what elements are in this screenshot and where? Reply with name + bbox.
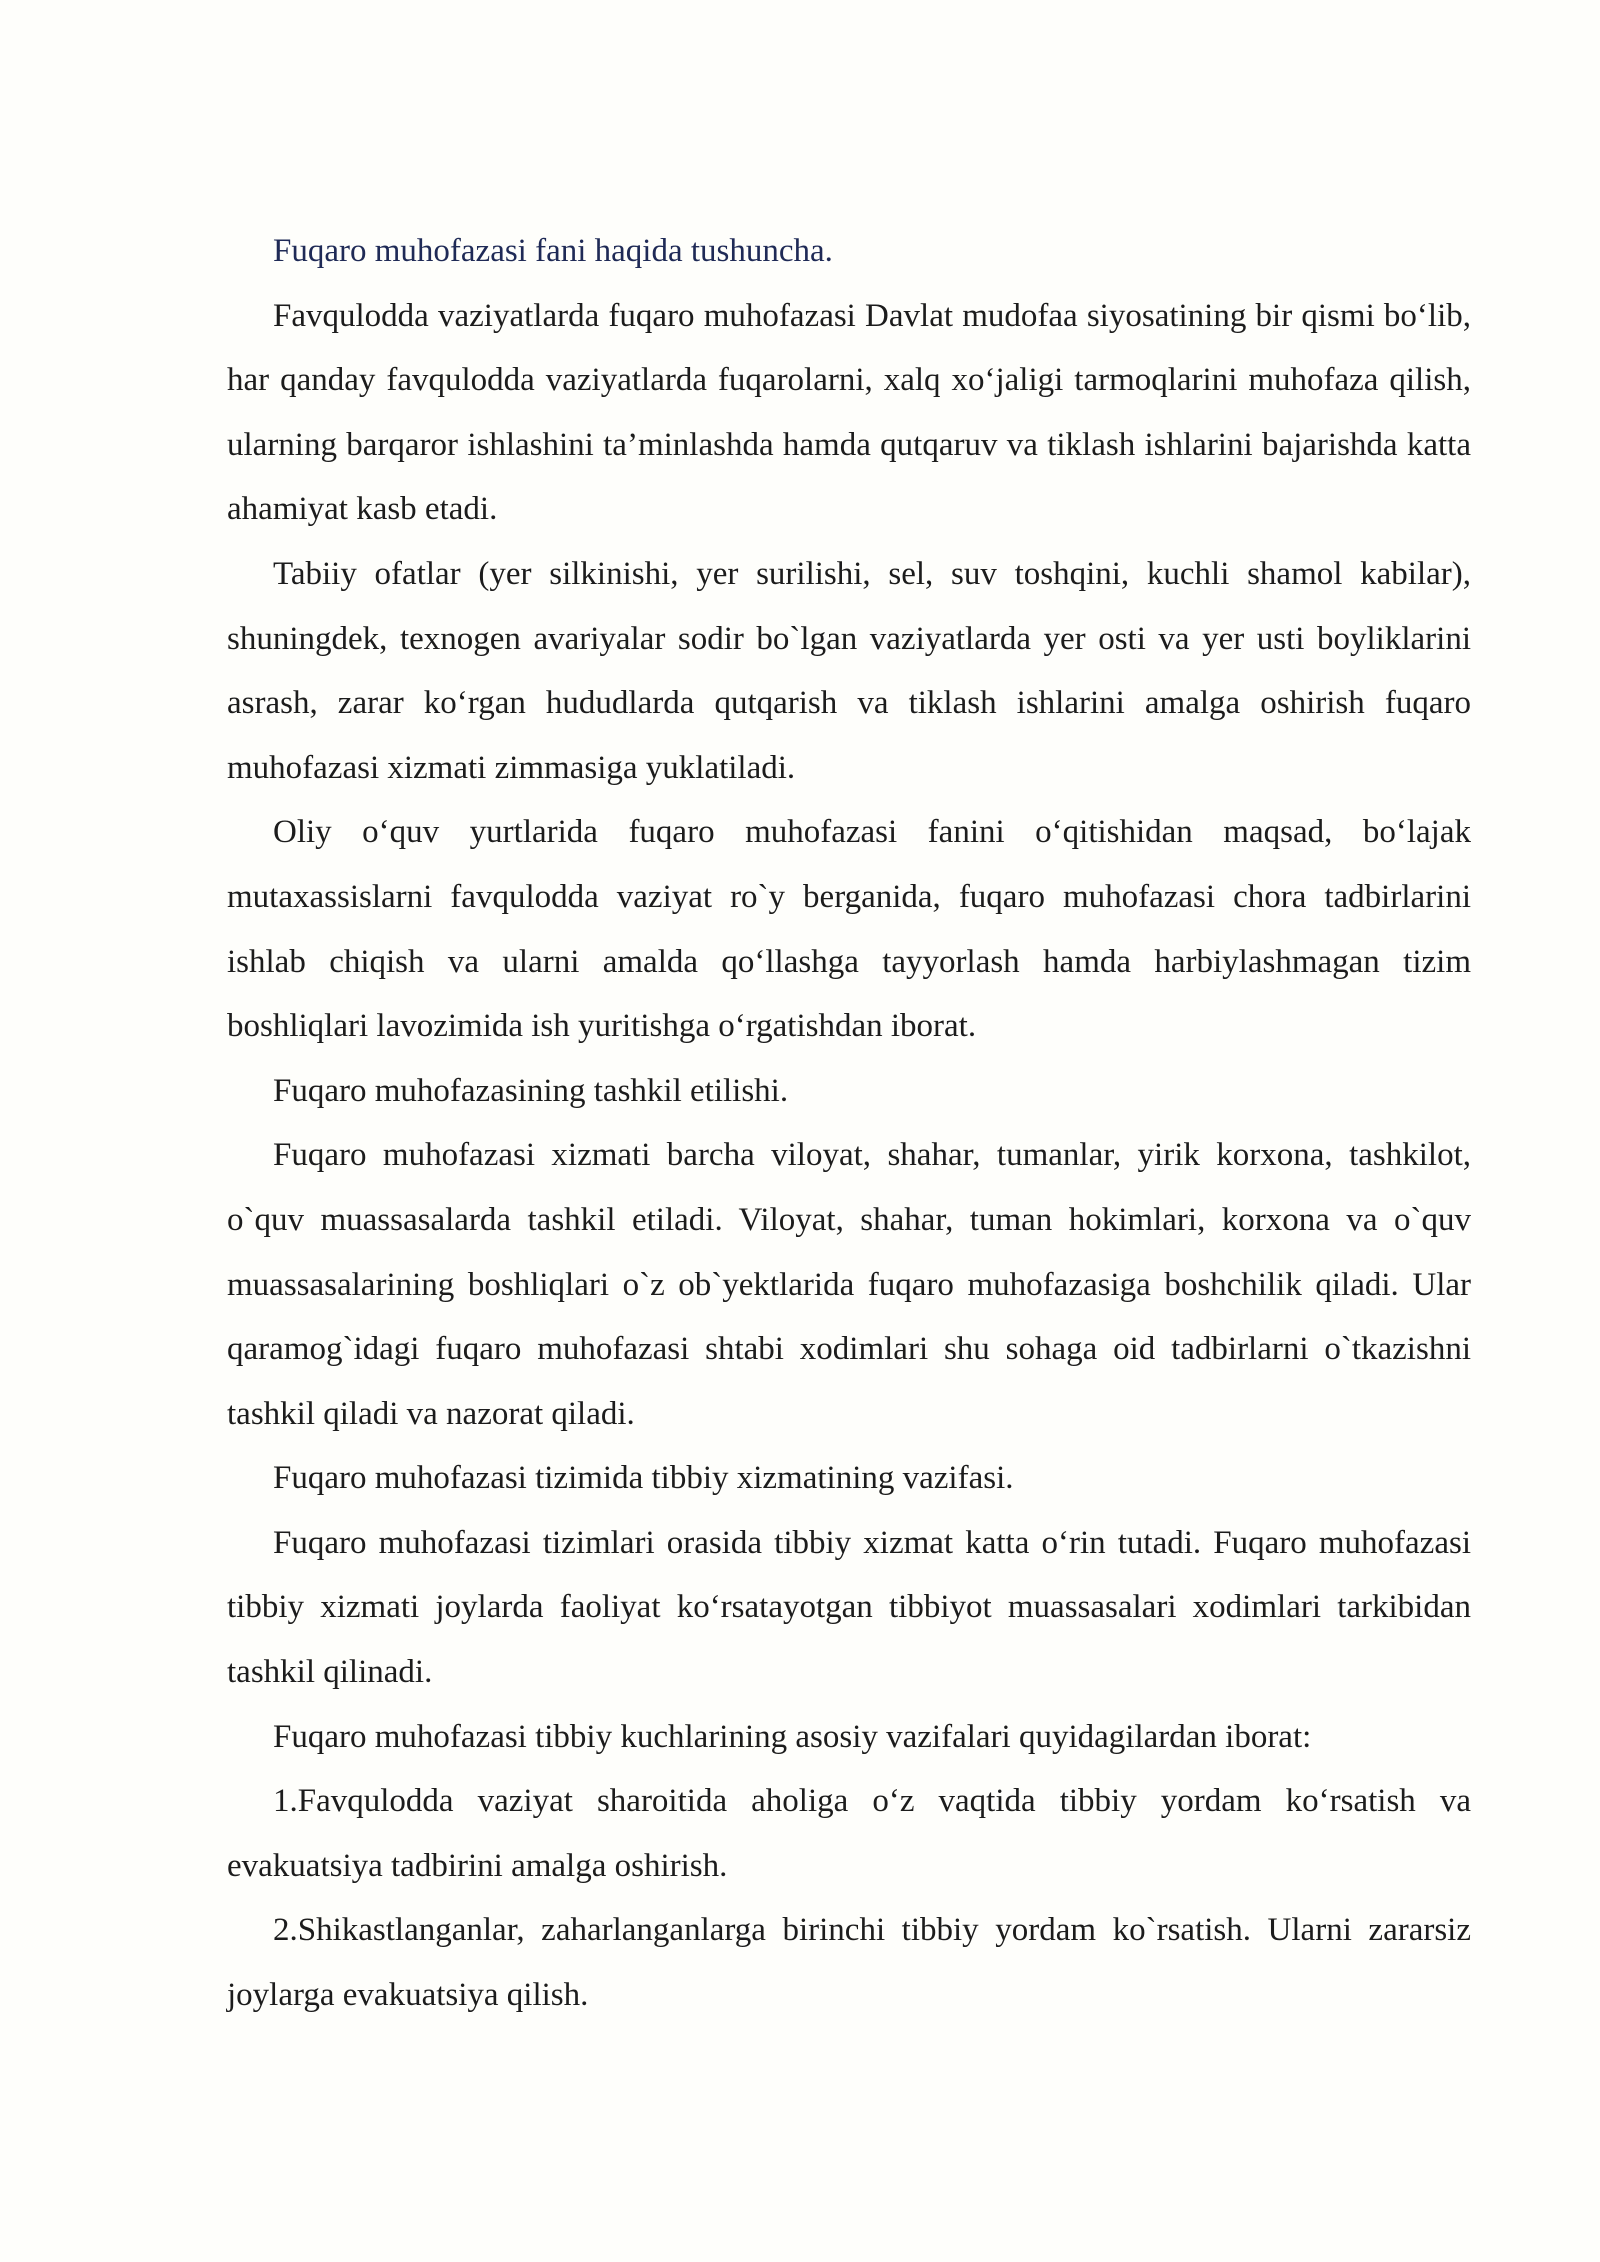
section-heading-organization: Fuqaro muhofazasining tashkil etilishi. [273, 1072, 789, 1109]
section-heading-medical-service: Fuqaro muhofazasi tizimida tibbiy xizmatining vazifasi. [273, 1460, 1014, 1497]
paragraph-main-tasks-intro: Fuqaro muhofazasi tibbiy kuchlarining asosiy vazifalari quyidagilardan iborat: [273, 1718, 1312, 1755]
list-item-2: 2.Shikastlanganlar, zaharlanganlarga birinchi tibbiy yordam ko`rsatish. Ularni zararsiz joylarga evakuatsiya qilish. [227, 1912, 1471, 2014]
list-item-1: 1.Favqulodda vaziyat sharoitida aholiga o‘z vaqtida tibbiy yordam ko‘rsatish va evakuatsiya tadbirini amalga oshirish. [227, 1783, 1471, 1884]
paragraph-organization: Fuqaro muhofazasi xizmati barcha viloyat, shahar, tumanlar, yirik korxona, tashkilot, o`quv muassasalarda tashkil etiladi. Viloyat, shahar, tuman hokimlari, korxona va o`quv muassasalarining boshliqlari o`z ob`yektlarida fuqaro muhofazasiga boshchilik qiladi. Ular qaramog`idagi fuqaro muhofazasi shtabi xodimlari shu sohaga oid tadbirlarni o`tkazishni tashkil qiladi va nazorat qiladi. [227, 1137, 1471, 1432]
paragraph-medical-service: Fuqaro muhofazasi tizimlari orasida tibbiy xizmat katta o‘rin tutadi. Fuqaro muhofazasi tibbiy xizmati joylarda faoliyat ko‘rsatayotgan tibbiyot muassasalari xodimlari tarkibidan tashkil qilinadi. [227, 1524, 1471, 1691]
paragraph-civil-protection-definition: Favqulodda vaziyatlarda fuqaro muhofazasi Davlat mudofaa siyosatining bir qismi bo‘lib, har qanday favqulodda vaziyatlarda fuqarolarni, xalq xo‘jaligi tarmoqlarini muhofaza qilish, ularning barqaror ishlashini ta’minlashda hamda qutqaruv va tiklash ishlarini bajarishda katta ahamiyat kasb etadi. [227, 297, 1471, 528]
paragraph-natural-disasters: Tabiiy ofatlar (yer silkinishi, yer surilishi, sel, suv toshqini, kuchli shamol kabilar), shuningdek, texnogen avariyalar sodir bo`lgan vaziyatlarda yer osti va yer usti boyliklarini asrash, zarar ko‘rgan hududlarda qutqarish va tiklash ishlarini amalga oshirish fuqaro muhofazasi xizmati zimmasiga yuklatiladi. [227, 555, 1471, 786]
document-page [227, 219, 1471, 2028]
document-title: Fuqaro muhofazasi fani haqida tushuncha. [273, 233, 833, 269]
paragraph-teaching-goal: Oliy o‘quv yurtlarida fuqaro muhofazasi fanini o‘qitishidan maqsad, bo‘lajak mutaxassislarni favqulodda vaziyat ro`y berganida, fuqaro muhofazasi chora tadbirlarini ishlab chiqish va ularni amalda qo‘llashga tayyorlash hamda harbiylashmagan tizim boshliqlari lavozimida ish yuritishga o‘rgatishdan iborat. [227, 814, 1471, 1045]
